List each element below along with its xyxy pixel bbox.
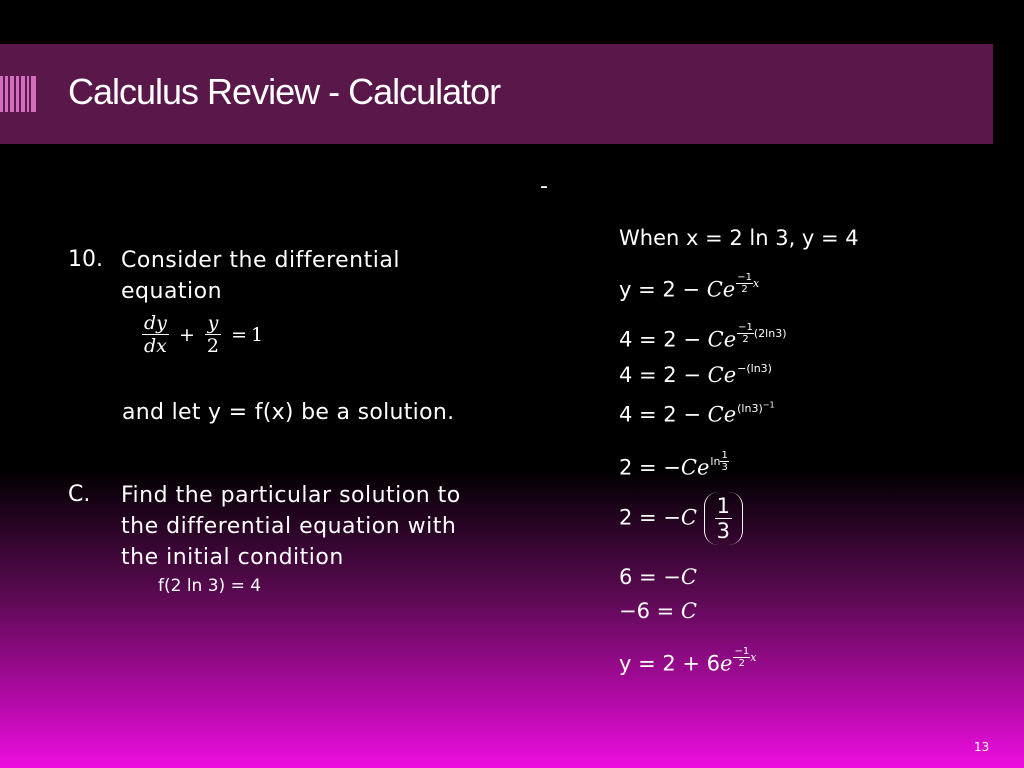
initial-condition: f(2 ln 3) = 4 bbox=[158, 576, 262, 596]
solution-line-4 bbox=[619, 400, 775, 427]
line8-lhs: −6 = bbox=[619, 599, 681, 623]
line3-lhs: 4 = 2 − bbox=[619, 363, 708, 387]
line4-lhs: 4 = 2 − bbox=[619, 402, 708, 427]
line1-exp-num: −1 bbox=[737, 272, 752, 283]
eq-2: 2 bbox=[206, 335, 220, 357]
line4-var: Ce bbox=[707, 402, 737, 427]
eq-equals: = bbox=[231, 323, 247, 346]
title-bar bbox=[0, 44, 993, 144]
line9-exp-den: 2 bbox=[738, 658, 746, 669]
line6-num: 1 bbox=[716, 494, 731, 518]
solution-line-1 bbox=[619, 272, 759, 302]
title-decoration bbox=[0, 76, 36, 112]
slide-title: Calculus Review - Calculator bbox=[68, 71, 501, 112]
line9-lhs: y = 2 + 6 bbox=[619, 651, 721, 676]
differential-equation bbox=[142, 312, 267, 357]
line3-var: Ce bbox=[707, 363, 737, 387]
line2-lhs: 4 = 2 − bbox=[619, 327, 708, 352]
let-statement: and let y = f(x) be a solution. bbox=[122, 400, 455, 425]
solution-line-7 bbox=[619, 565, 697, 589]
y-over-2-fraction bbox=[205, 312, 221, 357]
line6-var: C bbox=[680, 505, 697, 530]
page-number: 13 bbox=[974, 740, 990, 754]
question-number: 10. bbox=[68, 247, 103, 272]
dy-dx-fraction bbox=[142, 312, 169, 357]
line7-var: C bbox=[680, 565, 697, 589]
line2-exp-num: −1 bbox=[738, 322, 753, 333]
line9-exp-num: −1 bbox=[734, 646, 750, 657]
line4-exp-power: −1 bbox=[762, 400, 775, 409]
line6-lhs: 2 = − bbox=[619, 505, 681, 530]
line3-exp: −(ln3) bbox=[737, 362, 772, 375]
line1-lhs: y = 2 − bbox=[619, 277, 707, 302]
line9-exp-x: x bbox=[750, 650, 757, 664]
part-label: C. bbox=[68, 482, 91, 507]
line2-exp-tail: (2ln3) bbox=[753, 326, 787, 340]
solution-line-8 bbox=[619, 599, 697, 623]
line6-den: 3 bbox=[716, 519, 731, 543]
eq-y: y bbox=[205, 312, 221, 335]
line6-paren-fraction bbox=[704, 492, 743, 545]
eq-dy: dy bbox=[144, 312, 167, 334]
eq-plus: + bbox=[178, 323, 195, 346]
line9-var: e bbox=[720, 651, 733, 676]
solution-line-2 bbox=[619, 322, 786, 352]
line5-var: Ce bbox=[680, 455, 710, 480]
solution-line-3 bbox=[619, 362, 772, 387]
question-intro: Consider the differential equation bbox=[121, 248, 400, 304]
line5-lhs: 2 = − bbox=[619, 455, 681, 480]
eq-dx: dx bbox=[144, 335, 167, 357]
line5-ln: ln bbox=[710, 454, 721, 468]
solution-line-9 bbox=[619, 646, 756, 676]
line1-exp-den: 2 bbox=[741, 284, 748, 295]
eq-1: 1 bbox=[250, 323, 264, 346]
line4-exp: (ln3) bbox=[737, 401, 763, 415]
solution-line-5 bbox=[619, 450, 729, 480]
dash-mark: - bbox=[540, 174, 548, 199]
solution-line-6 bbox=[619, 492, 743, 545]
line5-exp-num: 1 bbox=[721, 450, 728, 461]
line8-var: C bbox=[680, 599, 697, 623]
line5-exp-den: 3 bbox=[721, 462, 728, 473]
when-statement: When x = 2 ln 3, y = 4 bbox=[619, 226, 859, 250]
line2-exp-den: 2 bbox=[742, 334, 749, 345]
line1-exp-x: x bbox=[752, 276, 760, 290]
line7-lhs: 6 = − bbox=[619, 565, 681, 589]
part-text: Find the particular solution to the differential equation with the initial condition bbox=[121, 483, 461, 570]
line2-var: Ce bbox=[707, 327, 737, 352]
line1-var: Ce bbox=[706, 277, 736, 302]
